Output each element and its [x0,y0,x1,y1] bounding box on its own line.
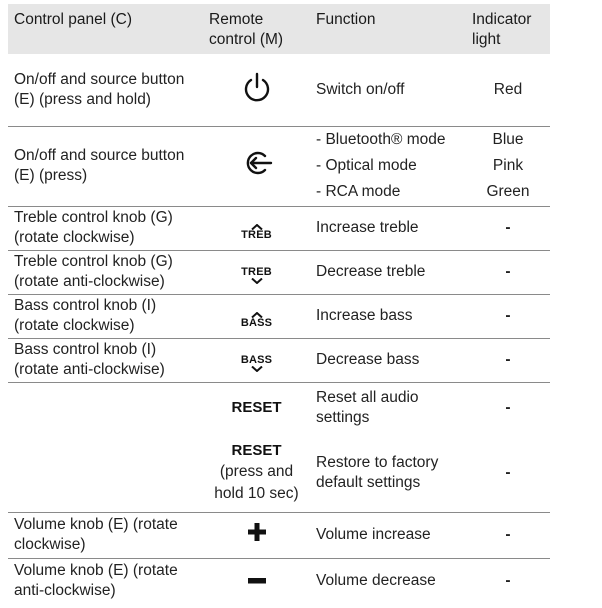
control-cell: On/off and source button (E) (press and hold) [14,70,185,108]
control-cell: Bass control knob (I) (rotate clockwise) [8,294,203,338]
table-row [8,512,550,558]
indicator-cell: - [466,250,550,294]
header-remote-control: Remote control (M) [203,4,310,54]
control-cell [8,382,203,434]
control-cell: Volume knob (E) (rotate anti-clockwise) [8,558,203,604]
remote-cell [203,126,310,206]
function-item: - Optical mode [316,157,417,174]
table-header [8,4,550,54]
control-cell [8,434,203,512]
function-cell: Switch on/off [316,80,405,98]
indicator-cell: - [505,463,511,481]
plus-icon [247,522,267,542]
remote-cell [203,338,310,382]
control-cell: Treble control knob (G) (rotate clockwise) [8,206,203,250]
source-input-icon [241,148,273,178]
function-item: - RCA mode [316,183,401,200]
indicator-cell: - [466,338,550,382]
table-row [8,558,550,604]
indicator-item: Green [486,183,530,200]
table-row [8,294,550,338]
header-indicator-light: Indicator light [466,4,550,54]
treble-label: TREB [241,228,272,241]
chevron-down-icon [249,366,265,372]
remote-cell [203,512,310,558]
function-cell: Decrease bass [310,338,466,382]
treble-label: TREB [241,265,272,278]
table-row [8,206,550,250]
remote-cell [203,294,310,338]
reset-label: RESET [231,441,282,459]
function-cell: Increase bass [310,294,466,338]
indicator-item: Pink [492,157,524,174]
bass-label: BASS [240,316,273,329]
control-cell: Volume knob (E) (rotate clockwise) [8,512,203,558]
table-row [8,338,550,382]
minus-icon [247,577,267,585]
remote-cell [203,434,310,512]
indicator-cell: - [466,558,550,604]
indicator-cell: - [466,512,550,558]
indicator-cell [466,126,550,206]
control-cell: Treble control knob (G) (rotate anti-clockwise) [8,250,203,294]
treble-down-symbol [241,267,272,284]
function-cell [310,126,466,206]
table-row [8,54,550,126]
bass-up-symbol [241,312,272,329]
control-cell: Bass control knob (I) (rotate anti-clockwise) [8,338,203,382]
remote-cell [203,382,310,434]
control-function-table [8,4,550,604]
function-cell: Volume increase [310,512,466,558]
remote-cell [203,250,310,294]
indicator-item: Blue [492,131,524,148]
indicator-cell: - [466,294,550,338]
table-row [8,126,550,206]
chevron-down-icon [249,278,265,284]
treble-up-symbol [241,224,272,241]
reset-label: RESET [231,399,282,417]
function-cell: Increase treble [310,206,466,250]
power-icon [242,71,272,103]
remote-cell [203,206,310,250]
indicator-cell: - [466,382,550,434]
table-row [8,382,550,434]
bass-label: BASS [240,353,273,366]
header-function: Function [310,4,466,54]
function-cell: Reset all audio settings [310,382,466,434]
bass-down-symbol [241,355,272,372]
indicator-cell: - [466,206,550,250]
reset-hold-note: (press and hold 10 sec) [214,462,299,502]
table-row [8,434,550,512]
header-control-panel: Control panel (C) [8,4,203,54]
function-cell: Volume decrease [310,558,466,604]
indicator-cell: Red [493,80,523,98]
function-cell: Decrease treble [310,250,466,294]
function-cell: Restore to factory default settings [316,453,439,491]
function-item: - Bluetooth® mode [316,131,446,148]
remote-cell [203,558,310,604]
control-cell: On/off and source button (E) (press) [8,126,203,206]
table-row [8,250,550,294]
remote-cell [203,54,310,126]
